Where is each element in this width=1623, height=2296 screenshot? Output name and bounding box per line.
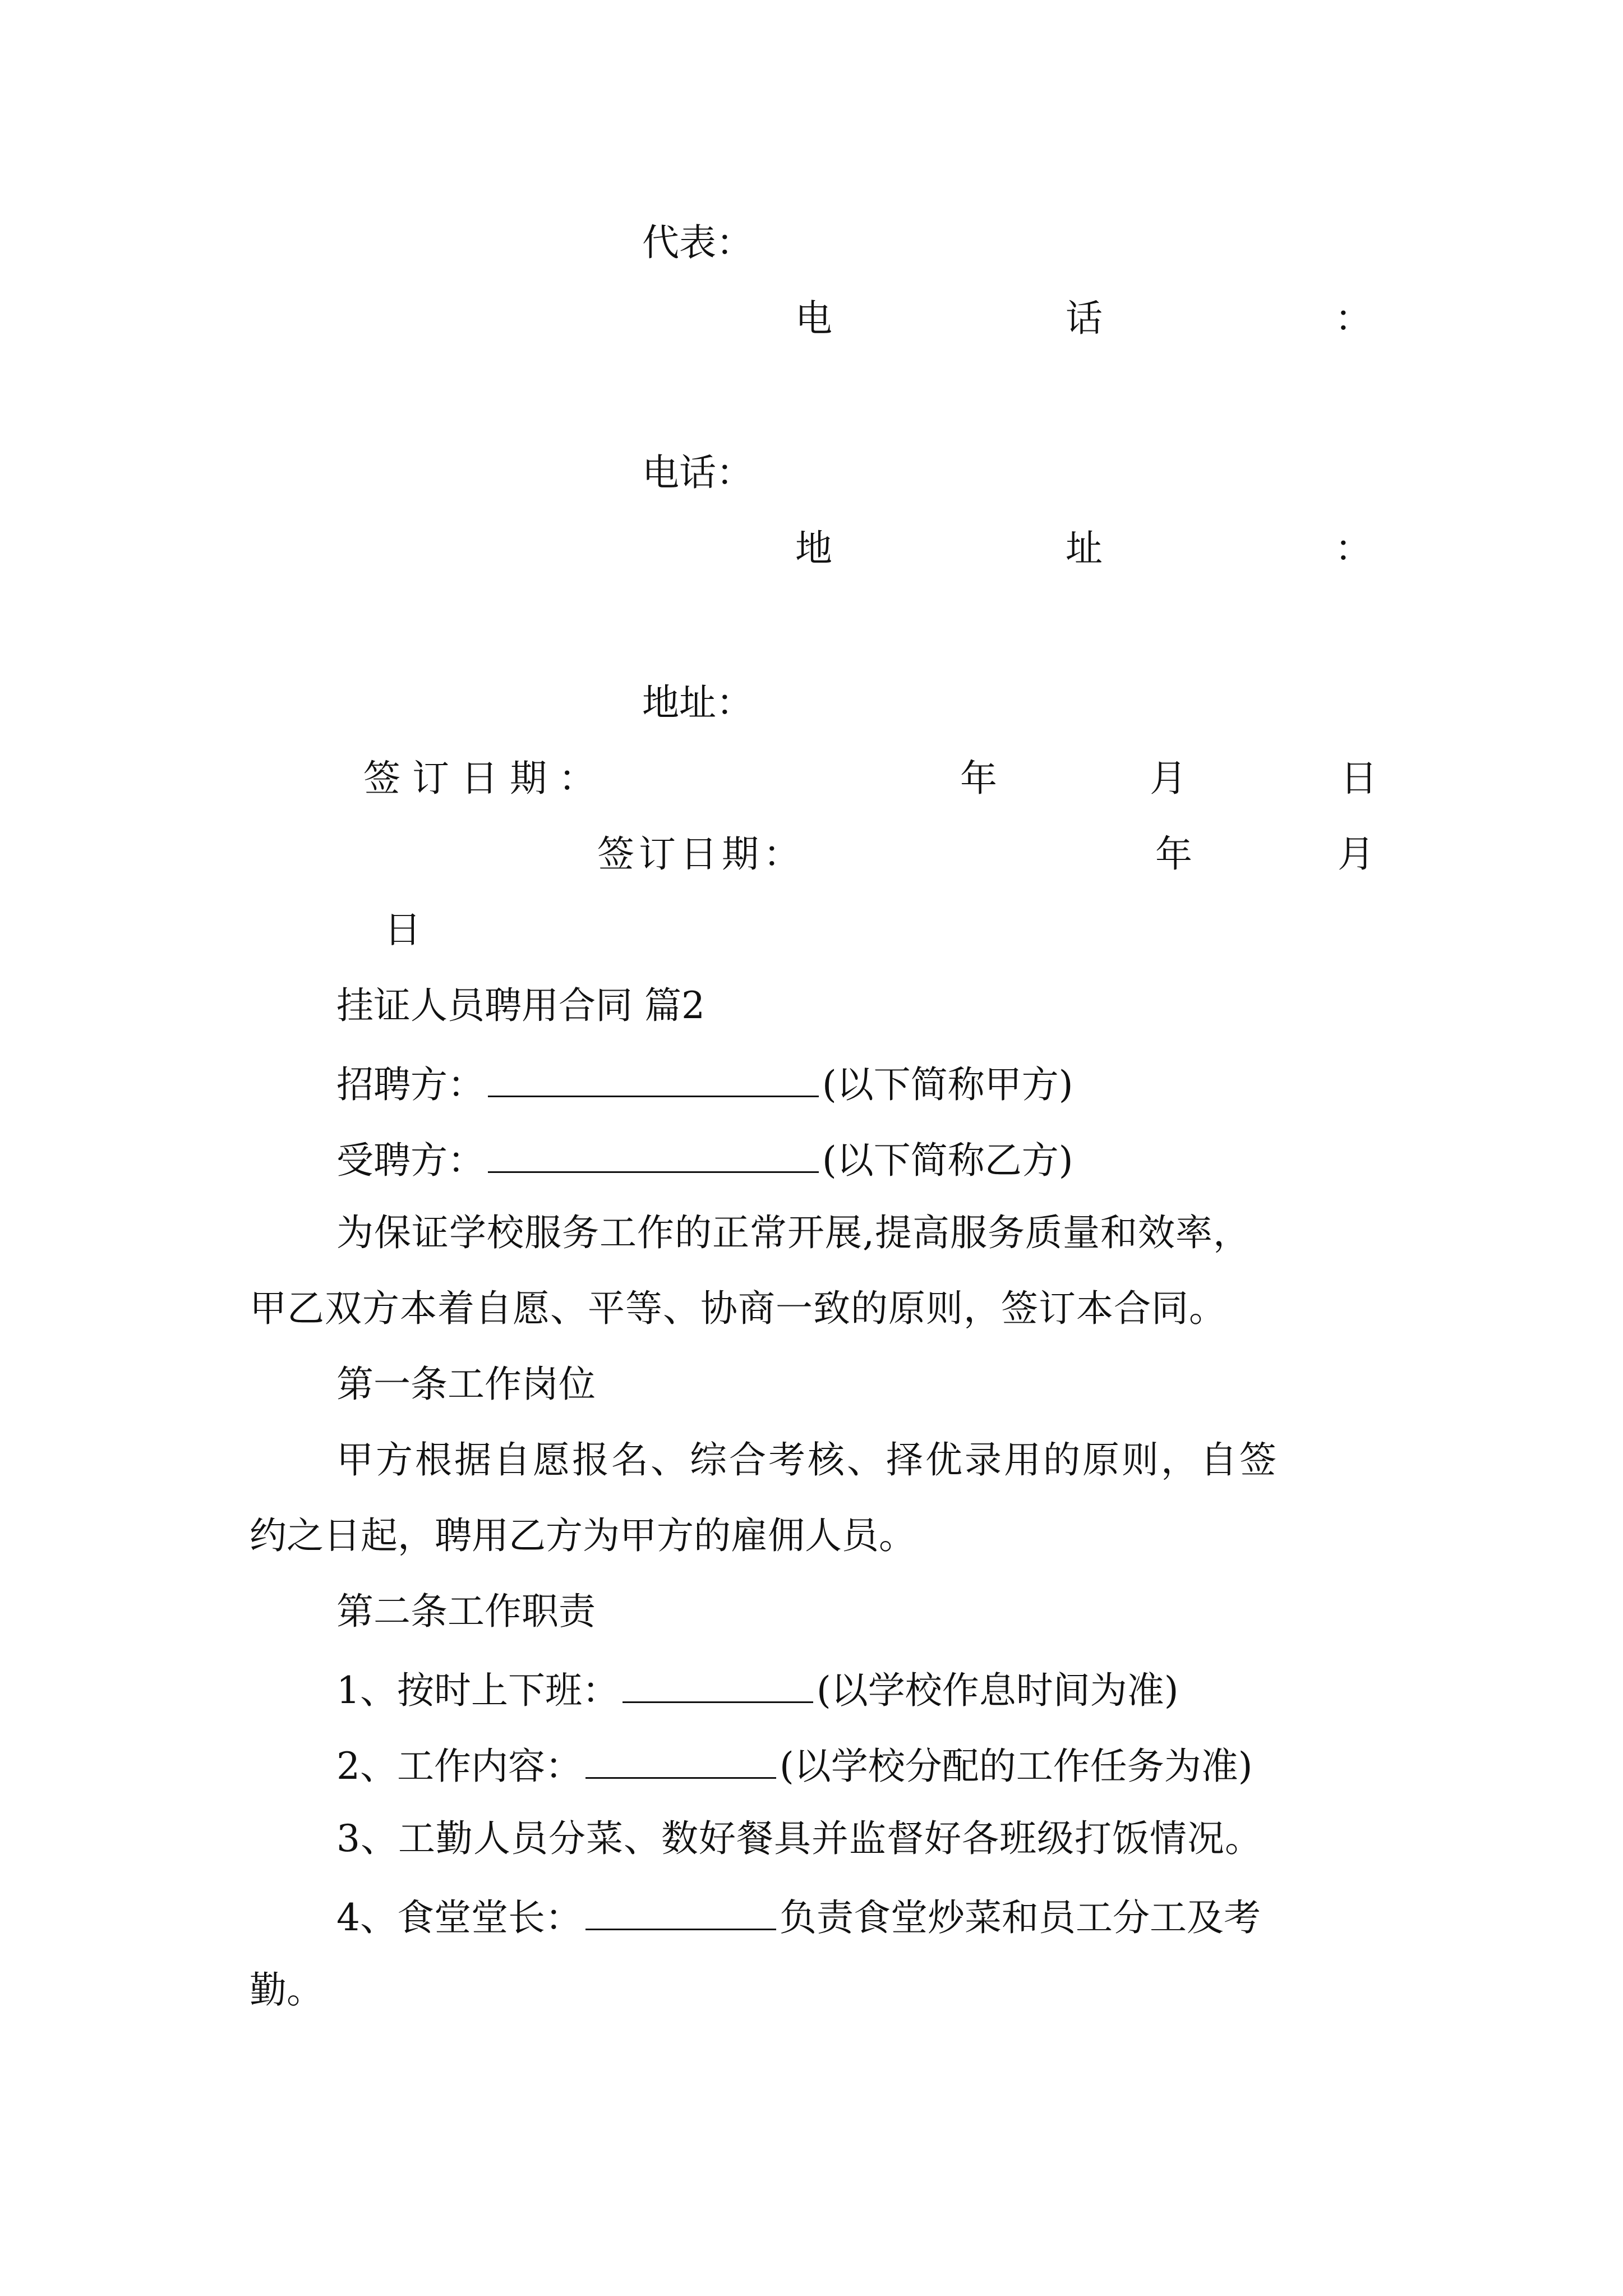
employer-suffix: (以下简称甲方) — [822, 1063, 1073, 1106]
phone-left-char2: 话 — [1066, 297, 1103, 340]
item2-blank — [585, 1745, 776, 1779]
contract-heading: 挂证人员聘用合同 篇2 — [336, 984, 705, 1027]
intro-line2: 甲乙双方本着自愿、平等、协商一致的原则，签订本合同。 — [250, 1287, 1227, 1330]
date1-day: 日 — [1340, 757, 1377, 800]
employer-blank — [488, 1063, 819, 1097]
item3-line: 3、工勤人员分菜、数好餐具并监督好各班级打饭情况。 — [336, 1817, 1262, 1860]
phone-label: 电话： — [642, 451, 753, 494]
item2-suffix: (以学校分配的工作任务为准) — [780, 1745, 1253, 1788]
employee-blank — [488, 1139, 819, 1173]
date2-year: 年 — [1155, 832, 1192, 876]
article1-line1: 甲方根据自愿报名、综合考核、择优录用的原则，自签 — [336, 1438, 1279, 1481]
item4-suffix: 负责食堂炒菜和员工分工及考 — [780, 1896, 1261, 1939]
employee-label: 受聘方： — [336, 1139, 485, 1182]
date2-month: 月 — [1338, 832, 1375, 876]
date2-label: 签订日期： — [597, 832, 805, 876]
addr-left-char2: 址 — [1066, 527, 1103, 570]
phone-left-char1: 电 — [795, 297, 832, 340]
addr-label: 地址： — [642, 681, 753, 724]
phone-left-colon: ： — [1335, 297, 1372, 340]
article1-line2: 约之日起，聘用乙方为甲方的雇佣人员。 — [250, 1514, 916, 1557]
date1-label: 签 订 日 期 ： — [363, 757, 596, 800]
item2-prefix: 2、工作内容： — [336, 1745, 582, 1788]
item1-blank — [623, 1669, 813, 1703]
article2-title: 第二条工作职责 — [336, 1590, 596, 1633]
item1-line — [336, 1669, 1179, 1712]
date1-month: 月 — [1150, 757, 1187, 800]
date1-year: 年 — [960, 757, 997, 800]
rep-label: 代表： — [642, 221, 753, 264]
date2-day: 日 — [384, 908, 421, 951]
employer-label: 招聘方： — [336, 1063, 485, 1106]
employee-suffix: (以下简称乙方) — [822, 1139, 1073, 1182]
item4-line2: 勤。 — [250, 1968, 324, 2012]
item1-prefix: 1、按时上下班： — [336, 1669, 619, 1712]
item4-prefix: 4、食堂堂长： — [336, 1896, 582, 1939]
article1-title: 第一条工作岗位 — [336, 1363, 596, 1406]
addr-left-char1: 地 — [795, 527, 832, 570]
item4-line — [336, 1896, 1261, 1939]
employee-line — [336, 1139, 1073, 1182]
addr-left-colon: ： — [1335, 527, 1372, 570]
employer-line — [336, 1063, 1073, 1106]
intro-line1: 为保证学校服务工作的正常开展,提高服务质量和效率， — [336, 1211, 1251, 1254]
item2-line — [336, 1745, 1253, 1788]
item1-suffix: (以学校作息时间为准) — [817, 1669, 1179, 1712]
item4-blank — [585, 1896, 776, 1930]
